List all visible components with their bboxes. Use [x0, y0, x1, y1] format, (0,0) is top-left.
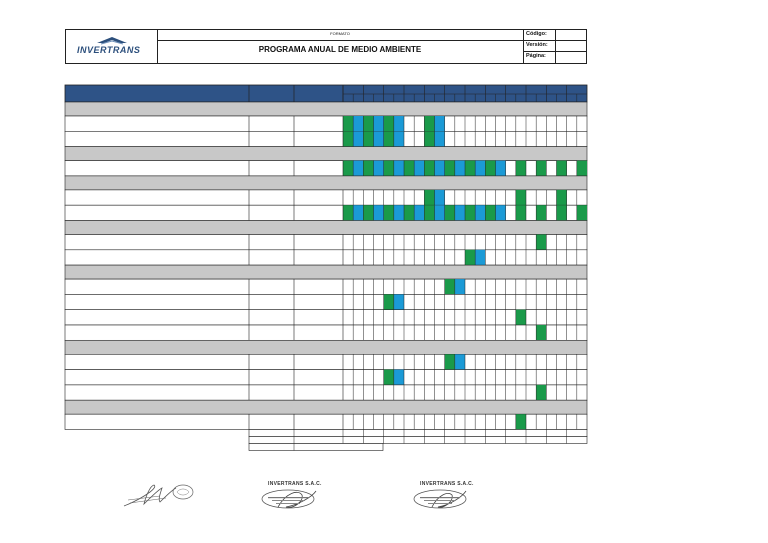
schedule-cell-green	[363, 205, 373, 220]
schedule-cell-blue	[455, 354, 465, 369]
code-label: Código:	[526, 31, 547, 37]
signature-2	[258, 481, 338, 513]
schedule-cell-green	[424, 116, 434, 131]
schedule-cell-green	[343, 131, 353, 146]
schedule-cell-green	[384, 131, 394, 146]
schedule-cell-blue	[374, 161, 384, 176]
schedule-cell-green	[557, 161, 567, 176]
schedule-cell-green	[343, 161, 353, 176]
totals-row	[249, 430, 587, 437]
schedule-cell-blue	[435, 205, 445, 220]
page-label: Página:	[526, 53, 546, 59]
table-row	[65, 310, 587, 325]
table-row	[65, 205, 587, 220]
schedule-cell-blue	[455, 205, 465, 220]
schedule-cell-green	[516, 161, 526, 176]
table-row	[65, 131, 587, 146]
schedule-cell-green	[404, 161, 414, 176]
schedule-cell-blue	[496, 161, 506, 176]
schedule-cell-blue	[414, 205, 424, 220]
schedule-cell-blue	[435, 116, 445, 131]
schedule-cell-green	[384, 205, 394, 220]
schedule-cell-green	[465, 205, 475, 220]
section-band	[65, 176, 587, 190]
schedule-cell-green	[557, 205, 567, 220]
schedule-cell-blue	[455, 279, 465, 294]
schedule-cell-green	[404, 205, 414, 220]
schedule-cell-green	[363, 161, 373, 176]
schedule-cell-green	[424, 205, 434, 220]
table-row	[65, 161, 587, 176]
signature-3	[410, 481, 490, 513]
schedule-cell-green	[384, 370, 394, 385]
table-row	[65, 279, 587, 294]
schedule-cell-blue	[353, 131, 363, 146]
schedule-cell-green	[577, 161, 587, 176]
section-band	[65, 340, 587, 354]
logo-text: INVERTRANS	[77, 45, 141, 55]
schedule-cell-blue	[353, 205, 363, 220]
schedule-cell-green	[465, 250, 475, 265]
table-row	[65, 354, 587, 369]
table-row	[65, 414, 587, 429]
schedule-cell-green	[536, 385, 546, 400]
schedule-cell-green	[384, 161, 394, 176]
signature-2-company: INVERTRANS S.A.C.	[268, 481, 322, 487]
schedule-cell-green	[363, 131, 373, 146]
section-band	[65, 400, 587, 414]
version-label: Versión:	[526, 42, 548, 48]
table-row	[65, 250, 587, 265]
schedule-cell-blue	[394, 131, 404, 146]
schedule-cell-blue	[394, 205, 404, 220]
schedule-cell-green	[577, 205, 587, 220]
schedule-cell-blue	[374, 116, 384, 131]
section-band	[65, 102, 587, 116]
totals-row	[249, 437, 587, 444]
signature-3-company: INVERTRANS S.A.C.	[420, 481, 474, 487]
schedule-cell-green	[536, 325, 546, 340]
schedule-cell-blue	[353, 116, 363, 131]
schedule-cell-blue	[475, 161, 485, 176]
schedule-cell-green	[516, 310, 526, 325]
table-row	[65, 235, 587, 250]
table-row	[65, 370, 587, 385]
document-title: PROGRAMA ANUAL DE MEDIO AMBIENTE	[258, 45, 422, 54]
schedule-cell-green	[384, 294, 394, 309]
schedule-cell-green	[424, 131, 434, 146]
table-row	[65, 190, 587, 205]
schedule-cell-blue	[455, 161, 465, 176]
schedule-cell-blue	[374, 131, 384, 146]
schedule-cell-blue	[496, 205, 506, 220]
schedule-cell-blue	[435, 131, 445, 146]
schedule-cell-green	[384, 116, 394, 131]
schedule-cell-blue	[394, 370, 404, 385]
schedule-cell-green	[536, 161, 546, 176]
schedule-cell-blue	[394, 161, 404, 176]
table-row	[65, 294, 587, 309]
schedule-cell-green	[445, 205, 455, 220]
section-band	[65, 147, 587, 161]
section-band	[65, 221, 587, 235]
schedule-cell-green	[445, 279, 455, 294]
schedule-cell-green	[424, 190, 434, 205]
schedule-cell-green	[445, 161, 455, 176]
signature-1	[120, 478, 200, 512]
table-row	[65, 325, 587, 340]
schedule-cell-blue	[475, 205, 485, 220]
section-band	[65, 265, 587, 279]
schedule-cell-green	[343, 116, 353, 131]
schedule-cell-green	[536, 205, 546, 220]
schedule-cell-green	[536, 235, 546, 250]
schedule-cell-green	[343, 205, 353, 220]
schedule-cell-green	[516, 205, 526, 220]
format-label: FORMATO	[330, 31, 350, 36]
schedule-cell-green	[516, 414, 526, 429]
table-row	[65, 116, 587, 131]
schedule-cell-green	[516, 190, 526, 205]
schedule-cell-green	[363, 116, 373, 131]
schedule-cell-blue	[374, 205, 384, 220]
schedule-cell-blue	[414, 161, 424, 176]
totals-footer-row	[249, 444, 383, 451]
schedule-cell-blue	[435, 161, 445, 176]
schedule-cell-blue	[435, 190, 445, 205]
schedule-cell-green	[485, 205, 495, 220]
schedule-cell-green	[424, 161, 434, 176]
schedule-cell-green	[557, 190, 567, 205]
schedule-cell-green	[485, 161, 495, 176]
schedule-cell-blue	[475, 250, 485, 265]
schedule-cell-blue	[394, 116, 404, 131]
schedule-cell-green	[445, 354, 455, 369]
schedule-cell-blue	[353, 161, 363, 176]
schedule-cell-blue	[394, 294, 404, 309]
schedule-cell-green	[465, 161, 475, 176]
table-row	[65, 385, 587, 400]
table-header	[65, 85, 343, 102]
